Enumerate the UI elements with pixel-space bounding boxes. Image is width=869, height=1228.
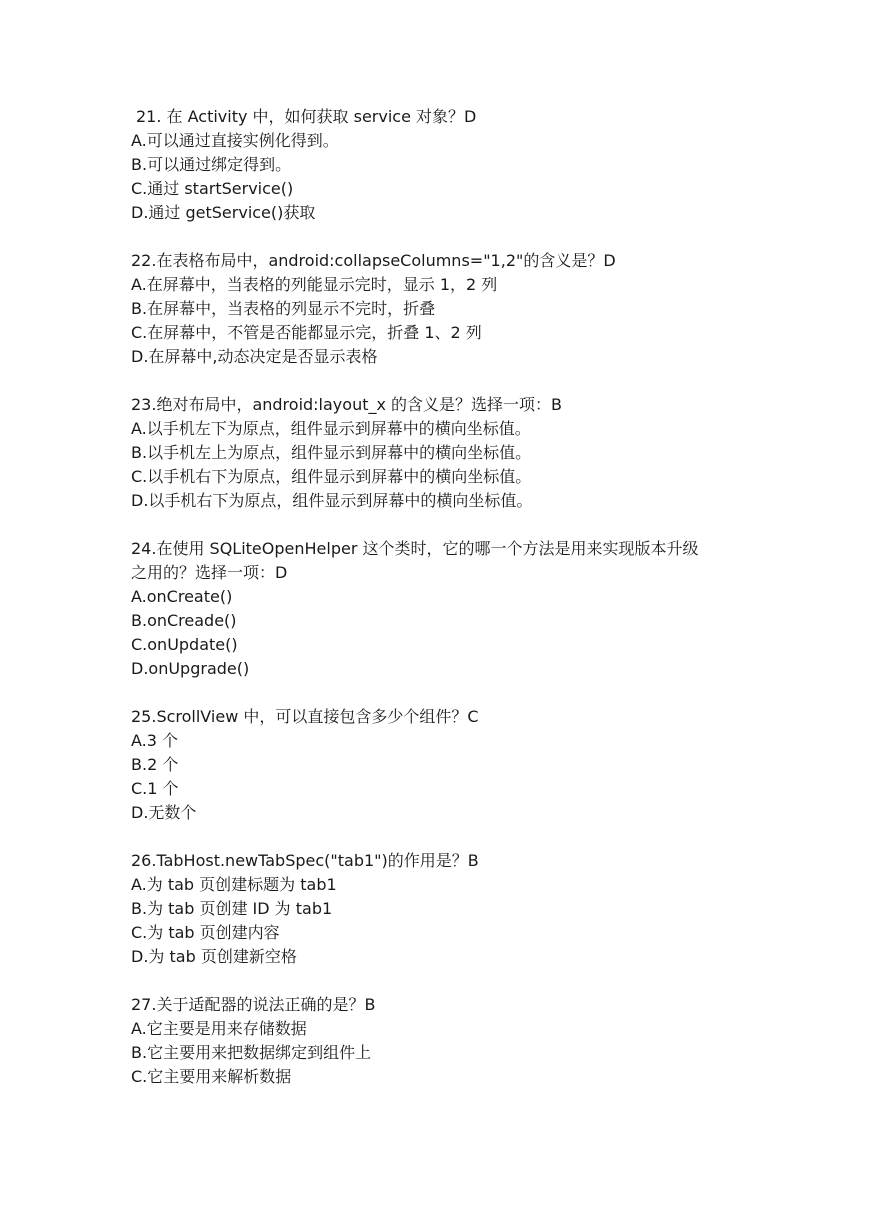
question-27 (131, 993, 771, 1089)
question-25 (131, 705, 771, 825)
option-b: B.可以通过绑定得到。 (131, 155, 292, 174)
option-b: B.它主要用来把数据绑定到组件上 (131, 1043, 372, 1062)
question-title-line-2: 之用的？选择一项：D (131, 563, 288, 582)
option-a: A.在屏幕中，当表格的列能显示完时，显示 1，2 列 (131, 275, 498, 294)
option-b: B.onCreade() (131, 611, 237, 630)
option-a: A.可以通过直接实例化得到。 (131, 131, 339, 150)
question-26 (131, 849, 771, 969)
question-title: 25.ScrollView 中，可以直接包含多少个组件？C (131, 707, 479, 726)
option-a: A.以手机左下为原点，组件显示到屏幕中的横向坐标值。 (131, 419, 531, 438)
question-title-line-1: 24.在使用 SQLiteOpenHelper 这个类时，它的哪一个方法是用来实现版本升级 (131, 539, 699, 558)
option-c: C.通过 startService() (131, 179, 294, 198)
option-c: C.它主要用来解析数据 (131, 1067, 292, 1086)
option-a: A.onCreate() (131, 587, 233, 606)
option-d: D.以手机右下为原点，组件显示到屏幕中的横向坐标值。 (131, 491, 533, 510)
option-b: B.在屏幕中，当表格的列显示不完时，折叠 (131, 299, 436, 318)
option-d: D.通过 getService()获取 (131, 203, 316, 222)
option-a: A.它主要是用来存储数据 (131, 1019, 307, 1038)
option-d: D.onUpgrade() (131, 659, 250, 678)
option-d: D.在屏幕中,动态决定是否显示表格 (131, 347, 378, 366)
option-b: B.为 tab 页创建 ID 为 tab1 (131, 899, 333, 918)
question-title: 22.在表格布局中，android:collapseColumns="1,2"的含义是？D (131, 251, 616, 270)
option-a: A.3 个 (131, 731, 179, 750)
option-c: C.onUpdate() (131, 635, 238, 654)
option-c: C.为 tab 页创建内容 (131, 923, 280, 942)
question-22 (131, 249, 771, 369)
option-c: C.1 个 (131, 779, 179, 798)
question-title: 23.绝对布局中，android:layout_x 的含义是？选择一项：B (131, 395, 563, 414)
question-title: 26.TabHost.newTabSpec("tab1")的作用是？B (131, 851, 479, 870)
option-b: B.2 个 (131, 755, 179, 774)
question-21 (131, 105, 771, 225)
option-d: D.无数个 (131, 803, 197, 822)
option-d: D.为 tab 页创建新空格 (131, 947, 297, 966)
option-a: A.为 tab 页创建标题为 tab1 (131, 875, 337, 894)
option-b: B.以手机左上为原点，组件显示到屏幕中的横向坐标值。 (131, 443, 532, 462)
question-23 (131, 393, 771, 513)
question-24 (131, 537, 771, 681)
option-c: C.以手机右下为原点，组件显示到屏幕中的横向坐标值。 (131, 467, 532, 486)
question-title: 27.关于适配器的说法正确的是？B (131, 995, 376, 1014)
document-page (131, 105, 771, 1113)
question-title: 21. 在 Activity 中，如何获取 service 对象？D (136, 107, 477, 126)
option-c: C.在屏幕中，不管是否能都显示完，折叠 1、2 列 (131, 323, 482, 342)
